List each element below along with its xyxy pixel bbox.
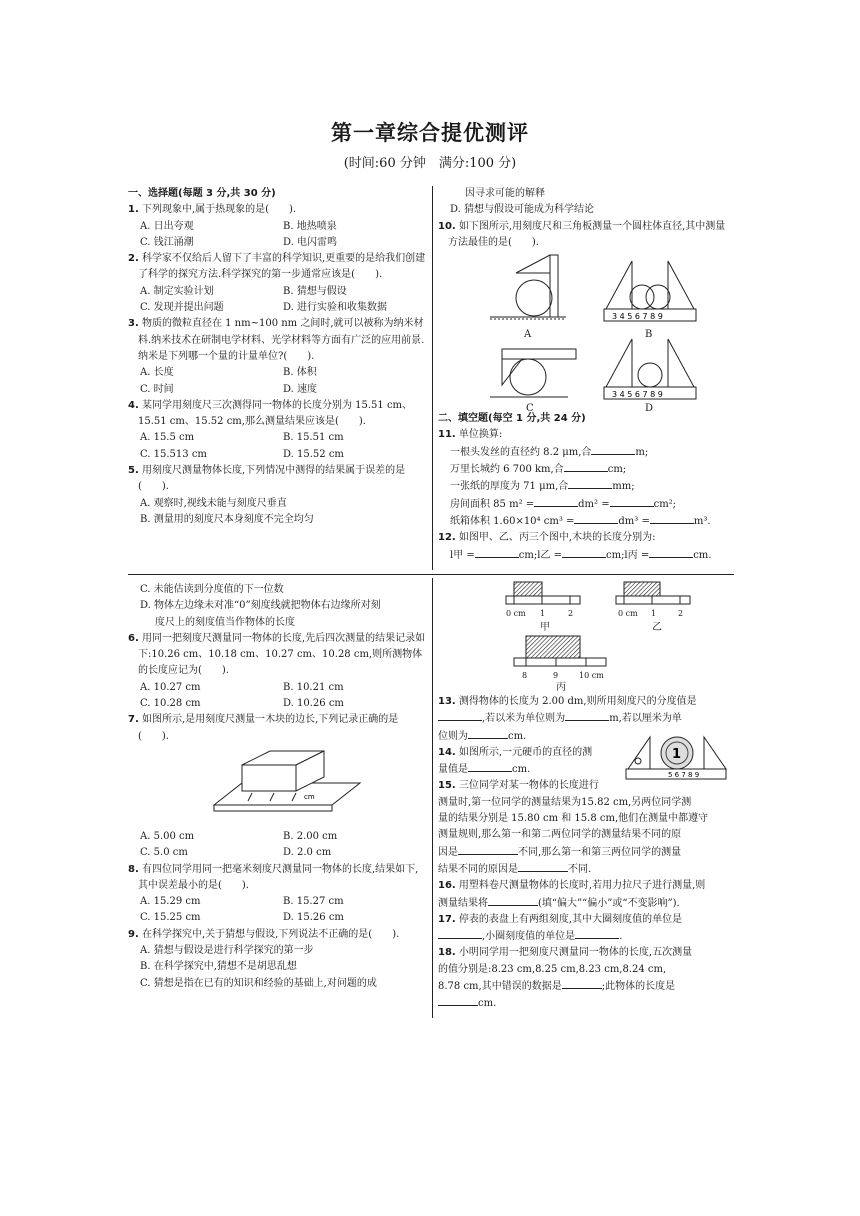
option: B. 猜想与假设 — [283, 285, 347, 297]
option: B. 15.51 cm — [283, 432, 344, 444]
question-stem: 如图甲、乙、丙三个图中,木块的长度分别为: — [458, 532, 656, 544]
figure-option-d — [602, 331, 698, 403]
answer-blank[interactable] — [574, 513, 618, 524]
option-continued: 度尺上的刻度值当作物体的长度 — [155, 616, 295, 628]
options — [128, 284, 426, 317]
question-number: 16. — [438, 880, 456, 892]
option: C. 钱江涌潮 — [140, 236, 194, 248]
answer-blank[interactable] — [438, 928, 482, 939]
text: 一张纸的厚度为 71 μm,合 — [450, 481, 569, 493]
option: C. 15.513 cm — [140, 448, 207, 460]
figure-caption: 甲 — [540, 622, 550, 633]
coin-ruler-figure — [624, 731, 728, 785]
text: m,若以厘米为单 — [609, 713, 682, 725]
text: ,小圈刻度值的单位是 — [482, 931, 576, 943]
text: 万里长城约 6 700 km,合 — [450, 464, 564, 476]
option: A. 15.29 cm — [140, 896, 201, 908]
question-stem: 用同一把刻度尺测量同一物体的长度,先后四次测量的结果记录如下:10.26 cm、10.18 cm、10.27 cm、10.28 cm,则所测物体的长度应记为( ). — [138, 632, 426, 677]
question-6 — [128, 631, 426, 680]
question-12 — [438, 530, 734, 546]
question-number: 5. — [128, 465, 139, 477]
question-number: 11. — [438, 429, 456, 441]
text: l甲 = — [450, 549, 475, 561]
ruler-unit-label: cm — [304, 792, 315, 801]
text: 的值分别是:8.23 cm,8.25 cm,8.23 cm,8.24 cm, — [438, 963, 667, 975]
answer-blank[interactable] — [468, 728, 508, 739]
question-number: 10. — [438, 220, 456, 232]
option: B. 15.27 cm — [283, 896, 344, 908]
question-stem: 用刻度尺测量物体长度,下列情况中测得的结果属于误差的是( ). — [138, 465, 406, 493]
option: D. 物体左边缘未对准“0”刻度线就把物体右边缘所对刻 — [140, 600, 381, 612]
question-5 — [128, 463, 426, 496]
option: B. 测量用的刻度尺本身刻度不完全均匀 — [140, 513, 314, 525]
tick-label: 9 — [553, 671, 559, 680]
figure-12-block — [438, 578, 734, 694]
question-number: 15. — [438, 780, 456, 792]
option: A. 5.00 cm — [140, 830, 195, 842]
text: 测量规则,那么第一和第二两位同学的测量结果不同的原 — [438, 829, 682, 841]
option: D. 猜想与假设可能成为科学结论 — [450, 204, 595, 216]
text: 位则为 — [438, 730, 468, 742]
text: cm. — [693, 549, 712, 561]
right-column — [438, 186, 734, 564]
option: C. 猜想是指在已有的知识和经验的基础上,对问题的成 — [140, 977, 377, 989]
text: (填“偏大”“偏小”或“不变影响”). — [538, 897, 680, 909]
question-number: 3. — [128, 318, 139, 330]
answer-blank[interactable] — [649, 547, 693, 558]
page-subtitle: (时间:60 分钟 满分:100 分) — [343, 156, 517, 171]
question-2 — [128, 251, 426, 284]
text: 因是 — [438, 846, 458, 858]
figure-option-c — [488, 347, 578, 407]
text: cm;l丙 = — [605, 549, 650, 561]
figure-label: B — [645, 329, 653, 341]
question-number: 9. — [128, 928, 139, 940]
question-stem: 如图所示,是用刻度尺测量一木块的边长,下列记录正确的是( ). — [138, 714, 399, 742]
question-stem: 下列现象中,属于热现象的是( ). — [141, 204, 297, 216]
text: 不同,那么第一和第三两位同学的测量 — [518, 846, 682, 858]
svg-text:3 4 5 6 7 8 9: 3 4 5 6 7 8 9 — [612, 390, 663, 400]
tick-label: 2 — [678, 609, 684, 618]
left-column — [128, 186, 426, 528]
question-number: 13. — [438, 696, 456, 707]
text: cm. — [508, 730, 527, 742]
answer-blank[interactable] — [438, 710, 482, 721]
text: 测得物体的长度为 2.00 dm,则所用刻度尺的分度值是 — [458, 696, 697, 707]
text: 纸箱体积 1.60×10⁴ cm³ = — [450, 515, 575, 527]
answer-blank[interactable] — [575, 928, 619, 939]
question-15 — [438, 778, 734, 878]
option: A. 日出夸观 — [140, 220, 194, 232]
text: 用塑料卷尺测量物体的长度时,若用力拉尺子进行测量,则 — [458, 880, 706, 892]
figure-label: D — [645, 403, 654, 415]
question-9 — [128, 927, 426, 943]
text: . — [619, 931, 623, 943]
option: B. 10.21 cm — [283, 681, 344, 693]
question-number: 18. — [438, 947, 456, 959]
section-heading: 一、选择题(每题 3 分,共 30 分) — [128, 188, 276, 199]
tick-label: 1 — [540, 609, 546, 618]
options — [128, 829, 426, 862]
question-18 — [438, 945, 734, 1012]
question-stem: 如下图所示,用刻度尺和三角板测量一个圆柱体直径,其中测量方法最佳的是( ). — [448, 220, 726, 248]
question-number: 14. — [438, 746, 456, 758]
tick-label: 0 cm — [618, 609, 638, 618]
text: 房间面积 85 m² = — [450, 498, 535, 510]
coin-value: 1 — [672, 746, 682, 762]
text: 测量时,第一位同学的测量结果为15.82 cm,另两位同学测 — [438, 796, 692, 808]
right-column-lower — [438, 578, 734, 1013]
question-11 — [438, 427, 734, 443]
option: A. 15.5 cm — [140, 432, 195, 444]
question-16 — [438, 878, 734, 912]
option: C. 10.28 cm — [140, 698, 201, 710]
text: 一根头发丝的直径约 8.2 μm,合 — [450, 446, 592, 458]
answer-blank[interactable] — [650, 513, 694, 524]
option: C. 5.0 cm — [140, 847, 188, 859]
question-stem: 物质的微粒直径在 1 nm~100 nm 之间时,就可以被称为纳米材料.纳米技术在研制电学材料、光学材料等方面有广泛的应用前景.纳米是下列哪一个量的计量单位?( ). — [138, 318, 425, 362]
conversion-line — [438, 461, 734, 478]
text: cm; — [607, 464, 627, 476]
question-14-block — [438, 745, 734, 779]
option: B. 在科学探究中,猜想不是胡思乱想 — [140, 961, 297, 973]
answer-blank[interactable] — [565, 710, 609, 721]
conversion-line — [438, 444, 734, 461]
question-3 — [128, 316, 426, 365]
question-1 — [128, 202, 426, 218]
text: cm;l乙 = — [518, 549, 562, 561]
text: dm³ = — [618, 515, 650, 527]
options — [128, 680, 426, 713]
question-number: 8. — [128, 863, 139, 875]
option: A. 10.27 cm — [140, 681, 201, 693]
answer-blank[interactable] — [562, 547, 606, 558]
answer-blank[interactable] — [568, 478, 612, 489]
option: B. 地热喷泉 — [283, 220, 337, 232]
section-heading: 二、填空题(每空 1 分,共 24 分) — [438, 413, 586, 425]
question-number: 6. — [128, 632, 139, 644]
option-continued: 因寻求可能的解释 — [465, 188, 545, 199]
question-stem: 在科学探究中,关于猜想与假设,下列说法不正确的是( ). — [141, 928, 400, 940]
column-divider — [432, 186, 433, 570]
figure-10-block — [438, 251, 734, 415]
ruler-ticks: 5 6 7 8 9 — [668, 770, 700, 779]
question-8 — [128, 862, 426, 895]
question-7 — [128, 712, 426, 745]
text: 量值是 — [438, 764, 468, 776]
option: D. 10.26 cm — [283, 698, 344, 710]
text: 停表的表盘上有两组刻度,其中大圈刻度值的单位是 — [458, 913, 683, 925]
option: D. 2.0 cm — [283, 847, 332, 859]
option: D. 速度 — [283, 383, 318, 395]
option: A. 长度 — [140, 367, 174, 379]
option: D. 15.52 cm — [283, 448, 344, 460]
answer-blank[interactable] — [438, 995, 478, 1006]
text: cm. — [512, 764, 531, 776]
text: m; — [635, 446, 649, 458]
text: cm. — [478, 998, 497, 1010]
answer-blank[interactable] — [475, 547, 519, 558]
option: C. 发现并提出问题 — [140, 302, 224, 314]
text: 三位同学对某一物体的长度进行 — [458, 780, 599, 792]
answer-blank[interactable] — [488, 895, 538, 906]
ruler-block-figure — [212, 747, 362, 825]
options — [128, 365, 426, 398]
question-number: 7. — [128, 714, 139, 726]
figure-caption: 丙 — [556, 682, 566, 693]
question-stem: 单位换算: — [458, 429, 503, 441]
answer-blank[interactable] — [562, 978, 602, 989]
text: 小明同学用一把刻度尺测量同一物体的长度,五次测量 — [458, 947, 693, 959]
question-number: 17. — [438, 913, 456, 925]
option: A. 猜想与假设是进行科学探究的第一步 — [140, 945, 314, 957]
conversion-line — [438, 513, 734, 530]
left-column-lower — [128, 582, 426, 992]
text: 量的结果分别是 15.80 cm 和 15.8 cm,他们在测量中都遵守 — [438, 813, 709, 825]
question-number: 2. — [128, 253, 139, 265]
tick-label: 8 — [522, 671, 528, 680]
svg-text:3 4 5 6 7 8 9: 3 4 5 6 7 8 9 — [612, 312, 663, 322]
text: mm; — [612, 481, 635, 493]
conversion-line — [438, 496, 734, 513]
question-17 — [438, 912, 734, 946]
option: D. 进行实验和收集数据 — [283, 302, 388, 314]
question-stem: 有四位同学用同一把毫米刻度尺测量同一物体的长度,结果如下,其中误差最小的是( ). — [138, 863, 419, 891]
option: D. 15.26 cm — [283, 912, 344, 924]
question-stem: 科学家不仅给后人留下了丰富的科学知识,更重要的是给我们创建了科学的探究方法.科学探究的第一步通常应该是( ). — [138, 253, 426, 281]
text: 不同. — [568, 863, 592, 875]
tick-label: 10 cm — [579, 671, 604, 680]
text: 结果不同的原因是 — [438, 863, 518, 875]
answer-blank[interactable] — [591, 444, 635, 455]
text: 8.78 cm,其中错误的数据是 — [438, 981, 562, 993]
option: C. 15.25 cm — [140, 912, 201, 924]
answer-blank[interactable] — [610, 496, 654, 507]
figure-7-block — [128, 745, 426, 829]
option: D. 电闪雷鸣 — [283, 236, 338, 248]
question-number: 4. — [128, 399, 139, 411]
text: 如图所示,一元硬币的直径的测 — [458, 746, 593, 758]
page-title: 第一章综合提优测评 — [331, 121, 529, 145]
answer-blank[interactable] — [458, 844, 518, 855]
option: C. 时间 — [140, 383, 174, 395]
tick-label: 1 — [651, 609, 657, 618]
column-divider — [432, 578, 433, 1018]
text: 测量结果将 — [438, 897, 488, 909]
text: m³. — [693, 515, 711, 527]
option: B. 体积 — [283, 367, 317, 379]
figure-option-a — [486, 253, 576, 323]
text: ;此物体的长度是 — [601, 981, 676, 993]
answer-blank[interactable] — [564, 461, 608, 472]
text: ,若以米为单位则为 — [482, 713, 566, 725]
options — [128, 894, 426, 927]
figure-label: A — [524, 329, 532, 341]
options — [128, 430, 426, 463]
answer-blank[interactable] — [468, 761, 512, 772]
figure-caption: 乙 — [652, 622, 662, 633]
tick-label: 0 cm — [506, 609, 526, 618]
answer-blank[interactable] — [518, 861, 568, 872]
option: A. 观察时,视线未能与刻度尺垂直 — [140, 497, 287, 509]
option: C. 未能估读到分度值的下一位数 — [140, 584, 284, 595]
answer-blank[interactable] — [534, 496, 578, 507]
text: cm²; — [653, 498, 677, 510]
answer-line — [438, 547, 734, 564]
option: B. 2.00 cm — [283, 830, 338, 842]
tick-label: 2 — [568, 609, 574, 618]
section-divider — [128, 574, 734, 575]
text: dm² = — [578, 498, 610, 510]
question-4 — [128, 398, 426, 431]
figure-label: C — [526, 403, 534, 415]
question-number: 1. — [128, 204, 139, 216]
options — [128, 219, 426, 252]
conversion-line — [438, 478, 734, 495]
question-10 — [438, 219, 734, 252]
question-number: 12. — [438, 532, 456, 544]
question-stem: 某同学用刻度尺三次测得同一物体的长度分别为 15.51 cm、15.51 cm、15.52 cm,那么测量结果应该是( ). — [138, 399, 413, 428]
option: A. 制定实验计划 — [140, 285, 214, 297]
figure-option-b — [602, 253, 698, 325]
